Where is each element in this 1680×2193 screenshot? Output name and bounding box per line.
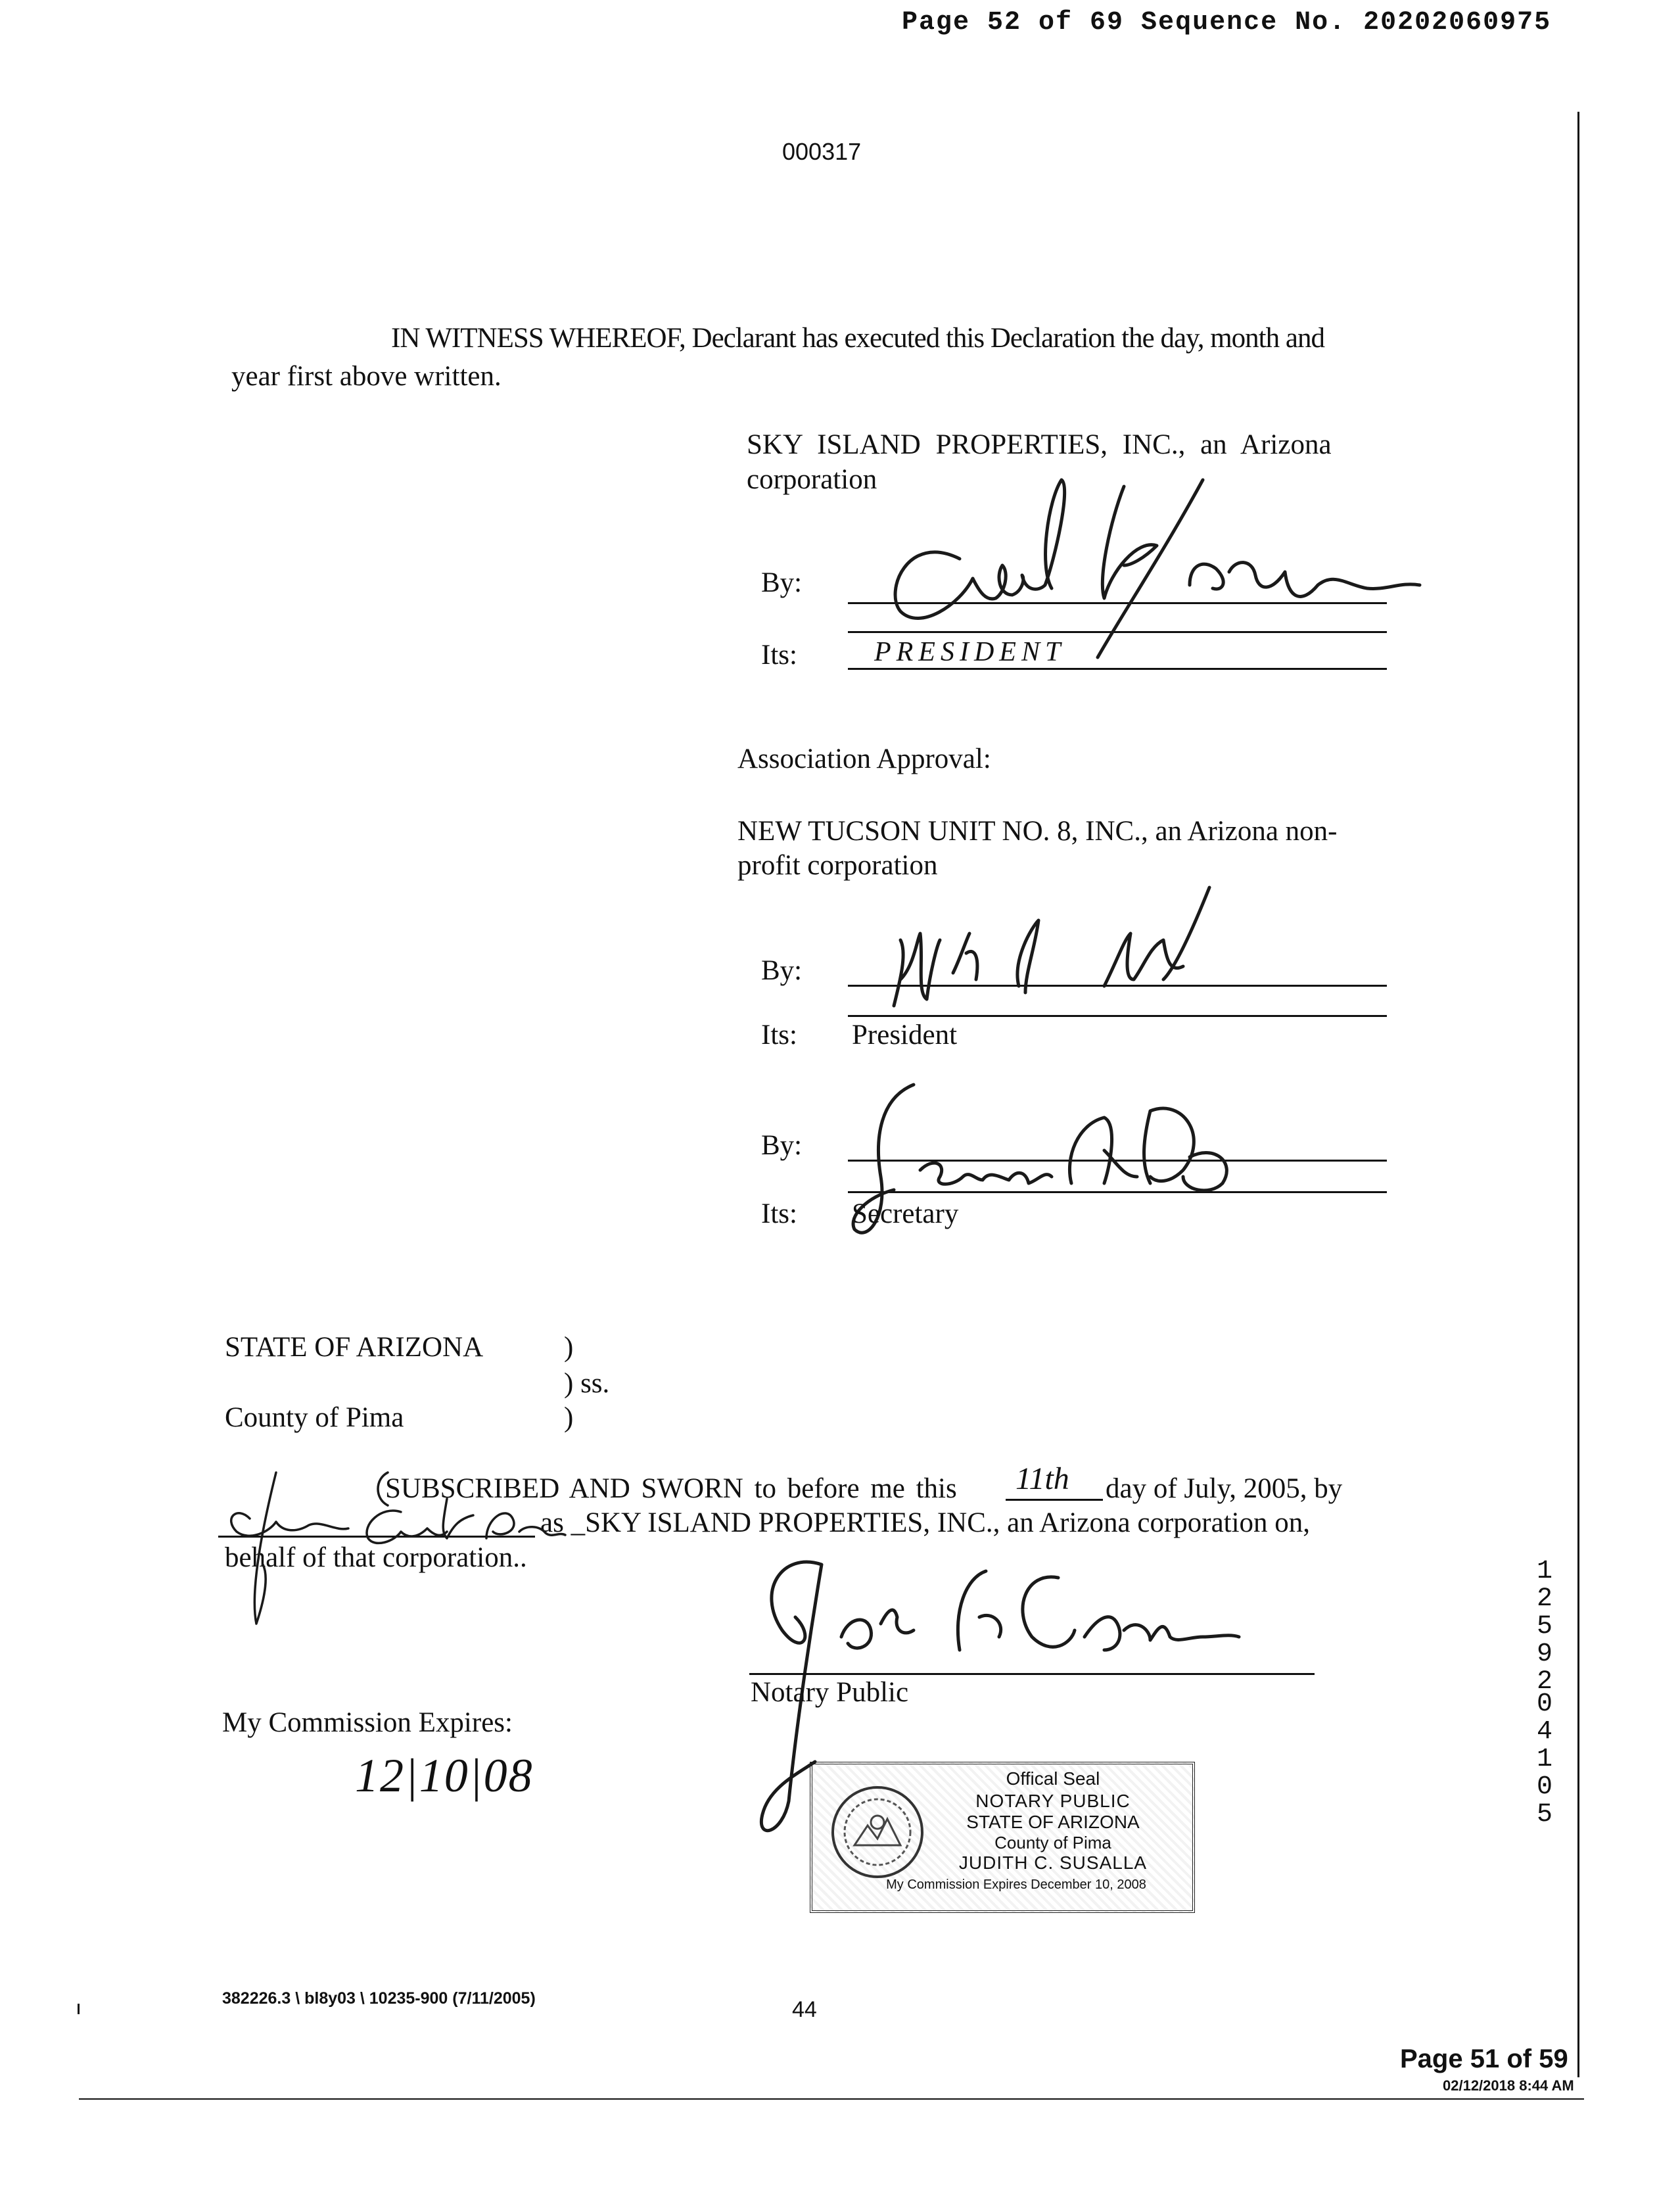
declarant-name-line-2: corporation [747, 464, 877, 495]
arizona-seal-emblem [828, 1783, 927, 1881]
declarant-its-label: Its: [761, 640, 797, 671]
witness-line-2: year first above written. [231, 361, 502, 392]
association-name-line-2: profit corporation [737, 850, 938, 881]
document-number: 000317 [782, 138, 862, 165]
venue-paren-close: ) [564, 1402, 574, 1433]
jurat-line-3: behalf of that corporation.. [225, 1542, 527, 1573]
seal-line-5: JUDITH C. SUSALLA [958, 1852, 1148, 1873]
venue-ss: ) ss. [564, 1368, 610, 1399]
right-border-line [1577, 112, 1579, 2077]
footer-bottom-line [79, 2098, 1584, 2100]
seal-line-6: My Commission Expires December 10, 2008 [886, 1877, 1146, 1892]
declarant-its-value: PRESIDENT [874, 637, 1066, 667]
venue-state: STATE OF ARIZONA [225, 1332, 484, 1363]
venue-county: County of Pima [225, 1402, 404, 1433]
association-its2-label: Its: [761, 1198, 797, 1229]
association-by2-label: By: [761, 1130, 803, 1161]
seal-line-4: County of Pima [994, 1833, 1111, 1852]
footer-page-number: 44 [792, 1997, 817, 2022]
signer-handwritten-name [197, 1459, 565, 1630]
association-name-line-1: NEW TUCSON UNIT NO. 8, INC., an Arizona non- [737, 816, 1338, 847]
venue-paren-open: ) [564, 1332, 574, 1363]
jurat-line-1-end: day of July, 2005, by [1106, 1473, 1343, 1504]
association-its1-value: President [852, 1020, 958, 1050]
jurat-line-1: SUBSCRIBED AND SWORN to before me this [385, 1473, 957, 1504]
president-signature [854, 881, 1223, 1019]
declarant-by-label: By: [761, 567, 803, 598]
footer-tick [78, 2004, 80, 2014]
notary-signature-line [749, 1673, 1315, 1675]
seal-line-1: Offical Seal [1006, 1768, 1100, 1789]
footer-timestamp: 02/12/2018 8:44 AM [1443, 2077, 1574, 2094]
commission-date: 12|10|08 [355, 1749, 534, 1802]
jurat-line-2: as _SKY ISLAND PROPERTIES, INC., an Arizona corporation on, [540, 1507, 1311, 1538]
association-its2-value: Secretary [852, 1198, 959, 1229]
declarant-name-line-1: SKY ISLAND PROPERTIES, INC., an Arizona [747, 429, 1332, 460]
association-by1-label: By: [761, 955, 803, 986]
margin-stamp-bottom: 04105 [1536, 1689, 1552, 1829]
fax-header-stamp: Page 52 of 69 Sequence No. 20202060975 [902, 8, 1552, 37]
commission-label: My Commission Expires: [222, 1707, 513, 1738]
margin-stamp-top: 12592 [1536, 1557, 1552, 1697]
association-its1-label: Its: [761, 1020, 797, 1050]
footer-page-of: Page 51 of 59 [1400, 2044, 1568, 2073]
association-heading: Association Approval: [737, 743, 991, 774]
notary-public-label: Notary Public [751, 1677, 909, 1708]
footer-file-reference: 382226.3 \ bl8y03 \ 10235-900 (7/11/2005) [222, 1989, 536, 2008]
jurat-day-line [1006, 1499, 1103, 1501]
declarant-signature [848, 460, 1439, 677]
seal-line-2: NOTARY PUBLIC [975, 1791, 1131, 1811]
witness-line-1: IN WITNESS WHEREOF, Declarant has executed this Declaration the day, month and [391, 323, 1324, 354]
notary-seal [810, 1762, 1195, 1913]
seal-line-3: STATE OF ARIZONA [966, 1812, 1140, 1832]
jurat-handwritten-day: 11th [1015, 1461, 1069, 1496]
